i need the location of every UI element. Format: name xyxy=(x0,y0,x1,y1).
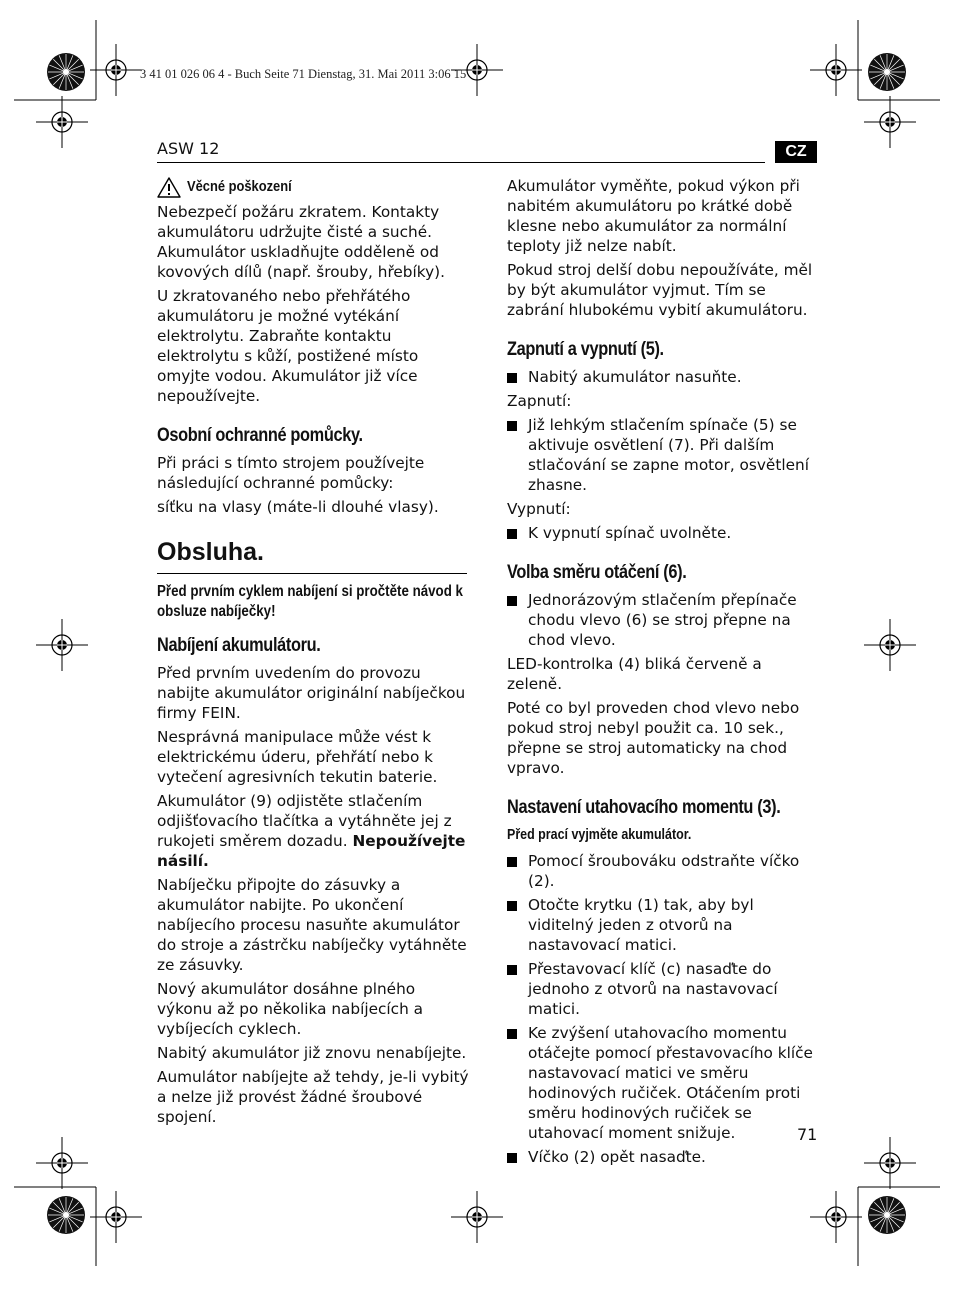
list-item: Otočte krytku (1) tak, aby byl viditelný jeden z otvorů na nastavovací matici. xyxy=(507,895,819,955)
section-rule xyxy=(157,573,467,574)
charging-paragraph-3-emphasis: Nepoužívejte násilí. xyxy=(157,832,466,870)
language-badge: CZ xyxy=(775,141,817,163)
page-number: 71 xyxy=(797,1125,818,1144)
charging-heading: Nabíjení akumulátoru. xyxy=(157,635,321,656)
charging-paragraph-3 xyxy=(157,791,469,871)
operation-section-title: Obsluha. xyxy=(157,538,264,566)
battery-replace-paragraph: Akumulátor vyměňte, pokud výkon při nabitém akumulátoru po krátké době klesne nebo akumulátor za normální teploty již nelze nabít. xyxy=(507,177,800,255)
bullet-square-icon xyxy=(507,901,517,911)
torque-setting-heading: Nastavení utahovacího momentu (3). xyxy=(507,797,781,818)
left-column xyxy=(157,176,469,1131)
list-item: K vypnutí spínač uvolněte. xyxy=(507,523,819,543)
list-item: Jednorázovým stlačením přepínače chodu vlevo (6) se stroj přepne na chod vlevo. xyxy=(507,590,819,650)
on-off-heading: Zapnutí a vypnutí (5). xyxy=(507,339,664,360)
protective-equipment-paragraph-1: Při práci s tímto strojem používejte následující ochranné pomůcky: xyxy=(157,454,425,492)
list-item: Nabitý akumulátor nasuňte. xyxy=(507,367,819,387)
rotation-direction-heading: Volba směru otáčení (6). xyxy=(507,562,687,583)
list-item: Již lehkým stlačením spínače (5) se aktivuje osvětlení (7). Při dalším stlačování se zapne motor, osvětlení zhasne. xyxy=(507,415,819,495)
battery-storage-paragraph: Pokud stroj delší dobu nepoužíváte, měl by být akumulátor vyjmut. Tím se zabrání hlubokému vybití akumulátoru. xyxy=(507,261,813,319)
bullet-square-icon xyxy=(507,1029,517,1039)
bullet-square-icon xyxy=(507,373,517,383)
warning-triangle-icon xyxy=(157,177,181,198)
torque-note: Před prací vyjměte akumulátor. xyxy=(507,827,692,843)
warning-heading xyxy=(157,176,469,198)
list-item: Přestavovací klíč (c) nasaďte do jednoho z otvorů na nastavovací matici. xyxy=(507,959,819,1019)
list-item: Pomocí šroubováku odstraňte víčko (2). xyxy=(507,851,819,891)
bullet-square-icon xyxy=(507,857,517,867)
charging-paragraph-1: Před prvním uvedením do provozu nabijte akumulátor originální nabíječkou firmy FEIN. xyxy=(157,664,466,722)
auto-direction-paragraph: Poté co byl proveden chod vlevo nebo pokud stroj nebyl použit ca. 10 sek., přepne se stroj automaticky na chod vpravo. xyxy=(507,699,800,777)
right-column xyxy=(507,176,819,1171)
switch-off-label: Vypnutí: xyxy=(507,500,571,518)
list-item: Víčko (2) opět nasaďte. xyxy=(507,1147,819,1167)
print-info-line: 3 41 01 026 06 4 - Buch Seite 71 Dienstag, 31. Mai 2011 3:06 15 xyxy=(140,67,467,81)
switch-on-label: Zapnutí: xyxy=(507,392,572,410)
protective-equipment-heading: Osobní ochranné pomůcky. xyxy=(157,425,363,446)
warning-paragraph-2: U zkratovaného nebo přehřátého akumulátoru je možné vytékání elektrolytu. Zabraňte kontaktu elektrolytu s kůží, postižené místo omyjte vodou. Akumulátor již více nepoužívejte. xyxy=(157,287,419,405)
header-rule xyxy=(157,162,765,163)
header-title: ASW 12 xyxy=(157,139,220,158)
charging-paragraph-5: Nový akumulátor dosáhne plného výkonu až po několika nabíjecích a vybíjecích cyklech. xyxy=(157,980,424,1038)
warning-paragraph-1: Nebezpečí požáru zkratem. Kontakty akumulátoru udržujte čisté a suché. Akumulátor uskladňujte odděleně od kovových dílů (např. šrouby, hřebíky). xyxy=(157,203,445,281)
led-indicator-paragraph: LED-kontrolka (4) bliká červeně a zeleně. xyxy=(507,655,762,693)
charger-manual-note: Před prvním cyklem nabíjení si pročtěte návod k obsluze nabíječky! xyxy=(157,583,463,620)
charging-paragraph-3-text: Akumulátor (9) odjistěte stlačením odjišťovacího tlačítka a vytáhněte jej z rukojeti směrem dozadu. xyxy=(157,792,452,850)
charging-paragraph-7: Aumulátor nabíjejte až tehdy, je-li vybitý a nelze již provést žádné šroubové spojení. xyxy=(157,1068,469,1126)
bullet-square-icon xyxy=(507,596,517,606)
warning-title: Věcné poškození xyxy=(187,178,292,195)
bullet-square-icon xyxy=(507,1153,517,1163)
protective-equipment-paragraph-2: síťku na vlasy (máte-li dlouhé vlasy). xyxy=(157,498,439,516)
bullet-square-icon xyxy=(507,529,517,539)
charging-paragraph-2: Nesprávná manipulace může vést k elektrickému úderu, přehřátí nebo k vytečení agresivních tekutin baterie. xyxy=(157,728,438,786)
bullet-square-icon xyxy=(507,421,517,431)
charging-paragraph-6: Nabitý akumulátor již znovu nenabíjejte. xyxy=(157,1044,467,1062)
charging-paragraph-4: Nabíječku připojte do zásuvky a akumulátor nabijte. Po ukončení nabíjecího procesu nasuňte akumulátor do stroje a zástrčku nabíječky vytáhněte ze zásuvky. xyxy=(157,876,467,974)
list-item: Ke zvýšení utahovacího momentu otáčejte pomocí přestavovacího klíče nastavovací matici ve směru hodinových ručiček. Otáčením proti směru hodinových ručiček se utahovací moment snižuje. xyxy=(507,1023,819,1143)
bullet-square-icon xyxy=(507,965,517,975)
